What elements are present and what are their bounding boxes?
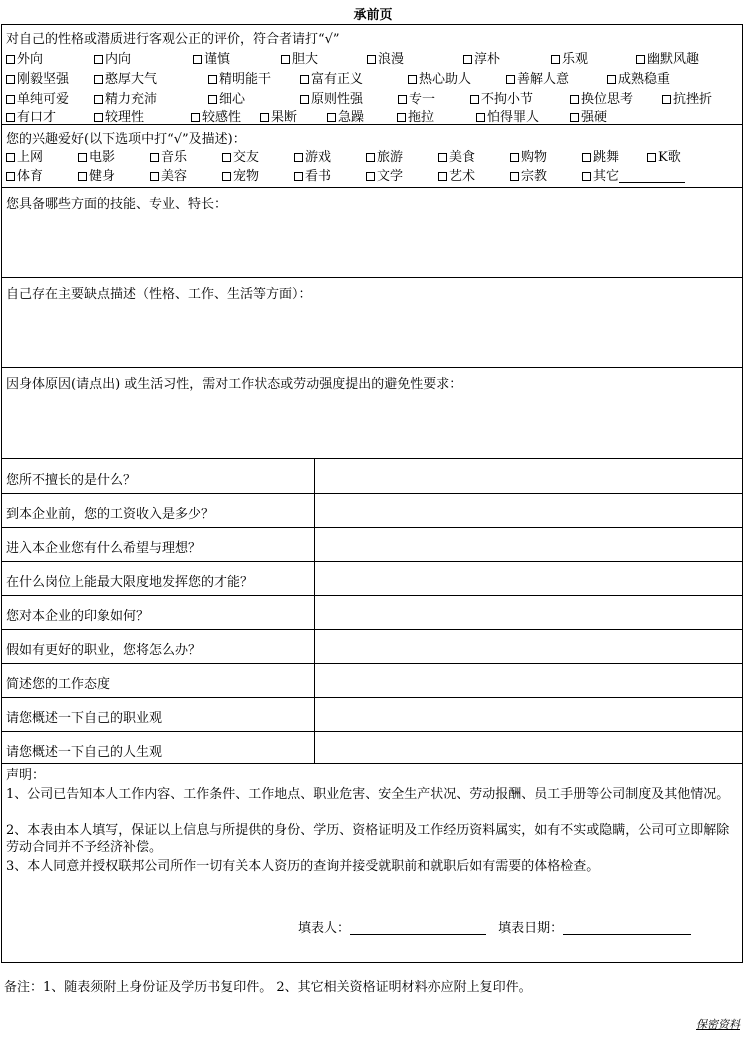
personality-option[interactable]	[94, 48, 131, 67]
checkbox-icon[interactable]	[551, 55, 560, 64]
checkbox-icon[interactable]	[6, 55, 15, 64]
declaration-heading: 声明：	[6, 768, 46, 783]
answer-cell[interactable]	[315, 562, 741, 594]
personality-option[interactable]	[551, 48, 588, 67]
answer-cell[interactable]	[315, 494, 741, 526]
personality-option[interactable]	[6, 106, 56, 125]
health-section[interactable]	[1, 367, 743, 459]
option-label: 购物	[521, 150, 548, 165]
option-label: 怕得罪人	[487, 110, 540, 125]
option-label: 不拘小节	[481, 92, 534, 107]
checkbox-icon[interactable]	[6, 95, 15, 104]
option-label: 健身	[89, 169, 116, 184]
hobbies-section	[1, 124, 743, 188]
declaration-item: 2、本表由本人填写，保证以上信息与所提供的身份、学历、资格证明及工作经历资料属实，如有不实或隐瞒，公司可立即解除劳动合同并不予经济补偿。	[6, 823, 730, 855]
hobby-option[interactable]	[294, 146, 331, 165]
hobby-option[interactable]	[6, 165, 43, 184]
question-label: 请您概述一下自己的人生观	[6, 745, 163, 760]
option-label: 艺术	[449, 169, 476, 184]
personality-option[interactable]	[300, 68, 363, 87]
personality-option[interactable]	[300, 88, 363, 107]
option-label: 宗教	[521, 169, 548, 184]
option-label: 宠物	[233, 169, 260, 184]
hobby-option[interactable]	[438, 146, 475, 165]
personality-option[interactable]	[367, 48, 404, 67]
hobby-option[interactable]	[366, 146, 403, 165]
personality-option[interactable]	[94, 88, 157, 107]
option-label: 外向	[17, 52, 44, 67]
health-label: 因身体原因(请点出) 或生活习性，需对工作状态或劳动强度提出的避免性要求：	[6, 377, 463, 392]
answer-cell[interactable]	[315, 698, 741, 730]
option-label: 刚毅坚强	[17, 72, 70, 87]
checkbox-icon[interactable]	[463, 55, 472, 64]
checkbox-icon[interactable]	[647, 153, 656, 162]
personality-option[interactable]	[6, 88, 69, 107]
hobby-option[interactable]	[6, 146, 43, 165]
personality-option[interactable]	[636, 48, 699, 67]
checkbox-icon[interactable]	[150, 172, 159, 181]
personality-prompt: 对自己的性格或潜质进行客观公正的评价，符合者请打“√”	[6, 32, 340, 47]
option-label: 体育	[17, 169, 44, 184]
answer-cell[interactable]	[315, 460, 741, 492]
option-label: 上网	[17, 150, 44, 165]
checkbox-icon[interactable]	[6, 75, 15, 84]
checkbox-icon[interactable]	[438, 172, 447, 181]
checkbox-icon[interactable]	[150, 153, 159, 162]
option-label: 浪漫	[378, 52, 405, 67]
checkbox-icon[interactable]	[408, 75, 417, 84]
checkbox-icon[interactable]	[94, 55, 103, 64]
checkbox-icon[interactable]	[570, 95, 579, 104]
checkbox-icon[interactable]	[6, 113, 15, 122]
filler-field[interactable]	[350, 922, 486, 935]
question-label: 请您概述一下自己的职业观	[6, 711, 163, 726]
personality-option[interactable]	[94, 68, 157, 87]
filler-label: 填表人：	[298, 921, 351, 936]
skills-section[interactable]	[1, 187, 743, 278]
checkbox-icon[interactable]	[366, 153, 375, 162]
personality-section	[1, 24, 743, 125]
checkbox-icon[interactable]	[294, 153, 303, 162]
footer-remark: 备注：1、随表须附上身份证及学历书复印件。 2、其它相关资格证明材料亦应附上复印件。	[4, 980, 532, 995]
question-label: 您对本企业的印象如何？	[6, 609, 150, 624]
checkbox-icon[interactable]	[94, 75, 103, 84]
checkbox-icon[interactable]	[94, 113, 103, 122]
checkbox-icon[interactable]	[78, 172, 87, 181]
date-label: 填表日期：	[498, 921, 564, 936]
option-label: 音乐	[161, 150, 188, 165]
personality-option[interactable]	[6, 68, 69, 87]
answer-cell[interactable]	[315, 732, 741, 764]
checkbox-icon[interactable]	[582, 153, 591, 162]
personality-option[interactable]	[408, 68, 471, 87]
checkbox-icon[interactable]	[510, 172, 519, 181]
option-label: 较感性	[202, 110, 242, 125]
personality-option[interactable]	[281, 48, 318, 67]
checkbox-icon[interactable]	[191, 113, 200, 122]
hobby-option[interactable]	[647, 146, 681, 165]
hobby-option[interactable]	[366, 165, 403, 184]
personality-option[interactable]	[327, 106, 364, 125]
checkbox-icon[interactable]	[510, 153, 519, 162]
option-label: 单纯可爱	[17, 92, 70, 107]
qa-table	[1, 458, 743, 764]
checkbox-icon[interactable]	[366, 172, 375, 181]
option-label: 淳朴	[474, 52, 501, 67]
personality-option[interactable]	[6, 48, 43, 67]
question-label: 进入本企业您有什么希望与理想？	[6, 541, 202, 556]
declaration-item: 1、公司已告知本人工作内容、工作条件、工作地点、职业危害、安全生产状况、劳动报酬、员工手册等公司制度及其他情况。	[6, 787, 730, 802]
personality-option[interactable]	[570, 106, 607, 125]
option-label: 富有正义	[311, 72, 364, 87]
option-label: 原则性强	[311, 92, 364, 107]
hobby-option[interactable]	[150, 146, 187, 165]
checkbox-icon[interactable]	[6, 153, 15, 162]
checkbox-icon[interactable]	[607, 75, 616, 84]
question-label: 您所不擅长的是什么？	[6, 473, 137, 488]
checkbox-icon[interactable]	[327, 113, 336, 122]
personality-option[interactable]	[191, 106, 241, 125]
option-label: 热心助人	[419, 72, 472, 87]
option-label: 旅游	[377, 150, 404, 165]
option-label: 其它	[593, 169, 620, 184]
personality-option[interactable]	[260, 106, 297, 125]
option-label: 游戏	[305, 150, 332, 165]
personality-option[interactable]	[570, 88, 633, 107]
signature-area	[298, 917, 691, 936]
hobby-option[interactable]	[582, 146, 619, 165]
personality-option[interactable]	[476, 106, 539, 125]
option-label: K歌	[658, 150, 681, 165]
checkbox-icon[interactable]	[294, 172, 303, 181]
option-label: 拖拉	[408, 110, 435, 125]
personality-option[interactable]	[607, 68, 670, 87]
hobby-option[interactable]	[78, 146, 115, 165]
hobby-option[interactable]	[438, 165, 475, 184]
option-label: 专一	[409, 92, 436, 107]
hobby-option[interactable]	[78, 165, 115, 184]
option-label: 换位思考	[581, 92, 634, 107]
option-label: 成熟稳重	[618, 72, 671, 87]
checkbox-icon[interactable]	[208, 95, 217, 104]
option-label: 强硬	[581, 110, 608, 125]
personality-option[interactable]	[193, 48, 230, 67]
checkbox-icon[interactable]	[222, 172, 231, 181]
checkbox-icon[interactable]	[6, 172, 15, 181]
date-field[interactable]	[563, 922, 691, 935]
checkbox-icon[interactable]	[208, 75, 217, 84]
checkbox-icon[interactable]	[367, 55, 376, 64]
skills-label: 您具备哪些方面的技能、专业、特长：	[6, 197, 228, 212]
checkbox-icon[interactable]	[570, 113, 579, 122]
option-label: 抗挫折	[673, 92, 713, 107]
option-label: 善解人意	[517, 72, 570, 87]
checkbox-icon[interactable]	[438, 153, 447, 162]
option-label: 电影	[89, 150, 116, 165]
checkbox-icon[interactable]	[94, 95, 103, 104]
option-label: 乐观	[562, 52, 589, 67]
personality-option[interactable]	[398, 88, 435, 107]
option-label: 看书	[305, 169, 332, 184]
checkbox-icon[interactable]	[470, 95, 479, 104]
option-label: 胆大	[292, 52, 319, 67]
option-label: 交友	[233, 150, 260, 165]
hobbies-prompt: 您的兴趣爱好(以下选项中打“√”及描述)：	[6, 132, 246, 147]
option-label: 内向	[105, 52, 132, 67]
option-label: 精明能干	[219, 72, 272, 87]
hobby-option[interactable]	[510, 146, 547, 165]
option-label: 较理性	[105, 110, 145, 125]
option-label: 精力充沛	[105, 92, 158, 107]
checkbox-icon[interactable]	[476, 113, 485, 122]
option-label: 跳舞	[593, 150, 620, 165]
weakness-label: 自己存在主要缺点描述（性格、工作、生活等方面）：	[6, 287, 312, 302]
page-title: 承前页	[353, 8, 393, 23]
hobby-option[interactable]	[222, 165, 259, 184]
checkbox-icon[interactable]	[662, 95, 671, 104]
checkbox-icon[interactable]	[300, 95, 309, 104]
question-label: 到本企业前，您的工资收入是多少？	[6, 507, 215, 522]
checkbox-icon[interactable]	[636, 55, 645, 64]
option-label: 有口才	[17, 110, 57, 125]
question-label: 假如有更好的职业，您将怎么办？	[6, 643, 202, 658]
checkbox-icon[interactable]	[281, 55, 290, 64]
answer-cell[interactable]	[315, 630, 741, 662]
personality-option[interactable]	[397, 106, 434, 125]
option-label: 幽默风趣	[647, 52, 700, 67]
checkbox-icon[interactable]	[260, 113, 269, 122]
answer-cell[interactable]	[315, 528, 741, 560]
option-label: 憨厚大气	[105, 72, 158, 87]
other-hobby-field[interactable]	[619, 170, 685, 183]
checkbox-icon[interactable]	[506, 75, 515, 84]
hobby-option[interactable]	[294, 165, 331, 184]
personality-option[interactable]	[506, 68, 569, 87]
personality-option[interactable]	[208, 68, 271, 87]
question-label: 简述您的工作态度	[6, 677, 111, 692]
answer-cell[interactable]	[315, 596, 741, 628]
option-label: 果断	[271, 110, 298, 125]
option-label: 美食	[449, 150, 476, 165]
checkbox-icon[interactable]	[78, 153, 87, 162]
personality-option[interactable]	[470, 88, 533, 107]
personality-option[interactable]	[662, 88, 712, 107]
checkbox-icon[interactable]	[398, 95, 407, 104]
answer-cell[interactable]	[315, 664, 741, 696]
personality-option[interactable]	[463, 48, 500, 67]
option-label: 细心	[219, 92, 246, 107]
personality-option[interactable]	[208, 88, 245, 107]
option-label: 急躁	[338, 110, 365, 125]
hobby-option[interactable]	[150, 165, 187, 184]
personality-option[interactable]	[94, 106, 144, 125]
option-label: 美容	[161, 169, 188, 184]
confidential-mark: 保密资料	[696, 1018, 740, 1031]
hobby-option[interactable]	[222, 146, 259, 165]
option-label: 谨慎	[204, 52, 231, 67]
question-label: 在什么岗位上能最大限度地发挥您的才能？	[6, 575, 254, 590]
checkbox-icon[interactable]	[397, 113, 406, 122]
option-label: 文学	[377, 169, 404, 184]
hobby-option[interactable]	[582, 165, 685, 184]
declaration-item: 3、本人同意并授权联邦公司所作一切有关本人资历的查询并接受就职前和就职后如有需要的体格检查。	[6, 859, 600, 874]
checkbox-icon[interactable]	[222, 153, 231, 162]
checkbox-icon[interactable]	[193, 55, 202, 64]
hobby-option[interactable]	[510, 165, 547, 184]
checkbox-icon[interactable]	[300, 75, 309, 84]
checkbox-icon[interactable]	[582, 172, 591, 181]
weakness-section[interactable]	[1, 277, 743, 368]
